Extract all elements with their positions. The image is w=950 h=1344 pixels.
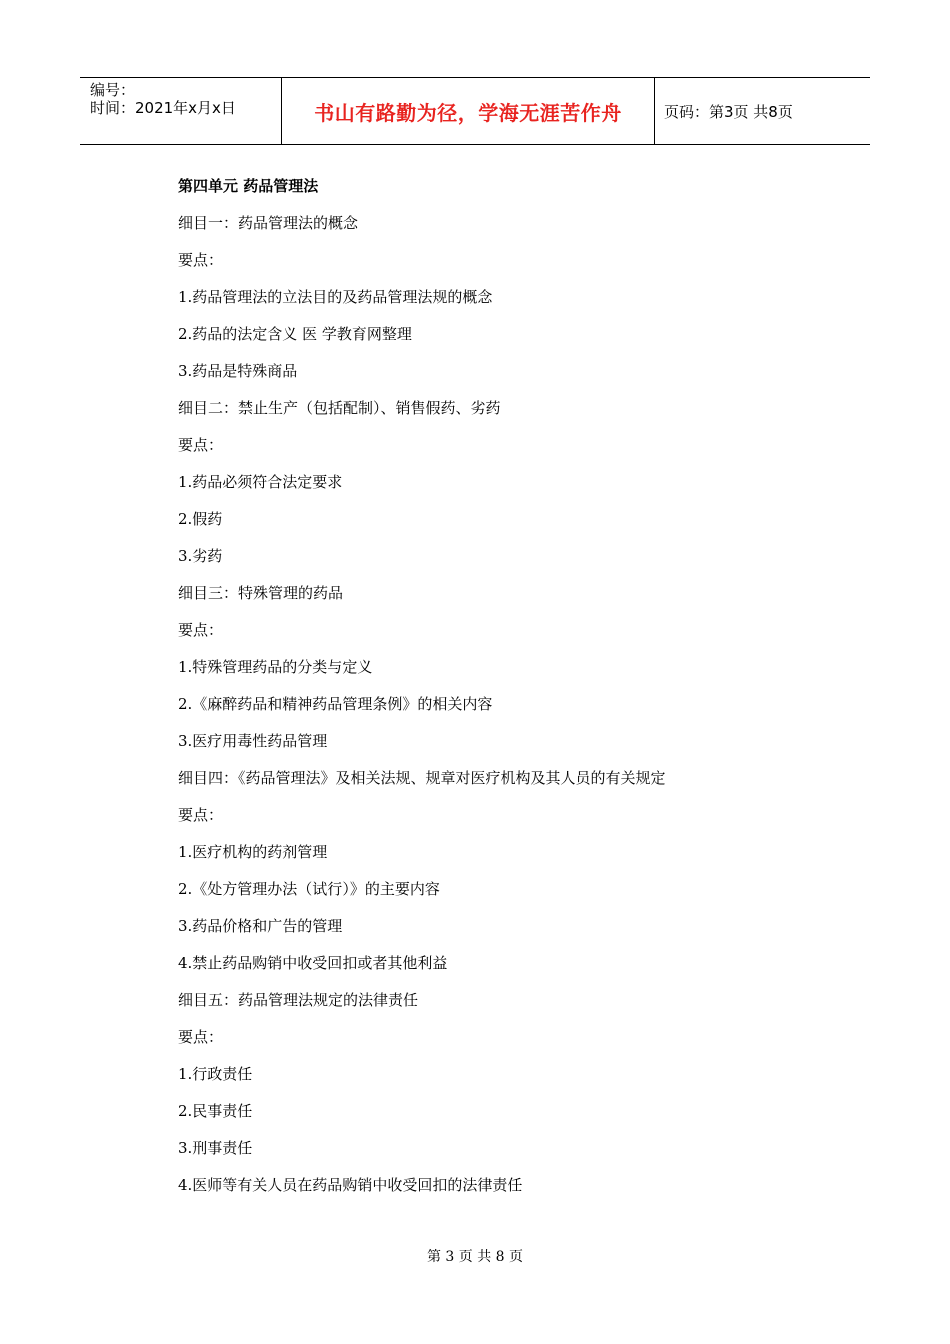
text-line: 要点： (178, 621, 224, 639)
page-number-label: 页码：第3页 共8页 (664, 102, 793, 121)
header-info-cell (80, 78, 282, 144)
text-line: 要点： (178, 806, 224, 824)
unit-title: 第四单元 药品管理法 (178, 177, 319, 195)
footer-page-number: 第 3 页 共 8 页 (426, 1249, 524, 1265)
text-line: 1.行政责任 (178, 1065, 253, 1083)
text-line: 2.药品的法定含义 医 学教育网整理 (178, 325, 412, 343)
page-footer (0, 1246, 950, 1266)
motto-cell (282, 78, 655, 144)
number-label: 编号： (90, 81, 136, 99)
document-body (178, 168, 818, 1204)
text-line: 2.民事责任 (178, 1102, 253, 1120)
text-line: 3.刑事责任 (178, 1139, 253, 1157)
text-line: 要点： (178, 436, 224, 454)
text-line: 要点： (178, 1028, 224, 1046)
page-header (80, 77, 870, 145)
motto-text: 书山有路勤为径，学海无涯苦作舟 (314, 100, 622, 125)
text-line: 细目四：《药品管理法》及相关法规、规章对医疗机构及其人员的有关规定 (178, 769, 666, 787)
time-label: 时间：2021年x月x日 (90, 99, 236, 117)
text-line: 1.药品必须符合法定要求 (178, 473, 343, 491)
text-line: 3.劣药 (178, 547, 223, 565)
text-line: 2.《处方管理办法（试行）》的主要内容 (178, 880, 440, 898)
text-line: 2.《麻醉药品和精神药品管理条例》的相关内容 (178, 695, 493, 713)
text-line: 细目三：特殊管理的药品 (178, 584, 344, 602)
text-line: 1.特殊管理药品的分类与定义 (178, 658, 373, 676)
text-line: 细目二：禁止生产（包括配制）、销售假药、劣药 (178, 399, 501, 417)
text-line: 3.药品是特殊商品 (178, 362, 298, 380)
text-line: 细目一：药品管理法的概念 (178, 214, 359, 232)
text-line: 1.药品管理法的立法目的及药品管理法规的概念 (178, 288, 493, 306)
text-line: 3.药品价格和广告的管理 (178, 917, 343, 935)
text-line: 2.假药 (178, 510, 223, 528)
text-line: 4.禁止药品购销中收受回扣或者其他利益 (178, 954, 448, 972)
text-line: 细目五：药品管理法规定的法律责任 (178, 991, 419, 1009)
text-line: 3.医疗用毒性药品管理 (178, 732, 328, 750)
page-number-cell (655, 78, 870, 144)
text-line: 要点： (178, 251, 224, 269)
text-line: 4.医师等有关人员在药品购销中收受回扣的法律责任 (178, 1176, 523, 1194)
text-line: 1.医疗机构的药剂管理 (178, 843, 328, 861)
